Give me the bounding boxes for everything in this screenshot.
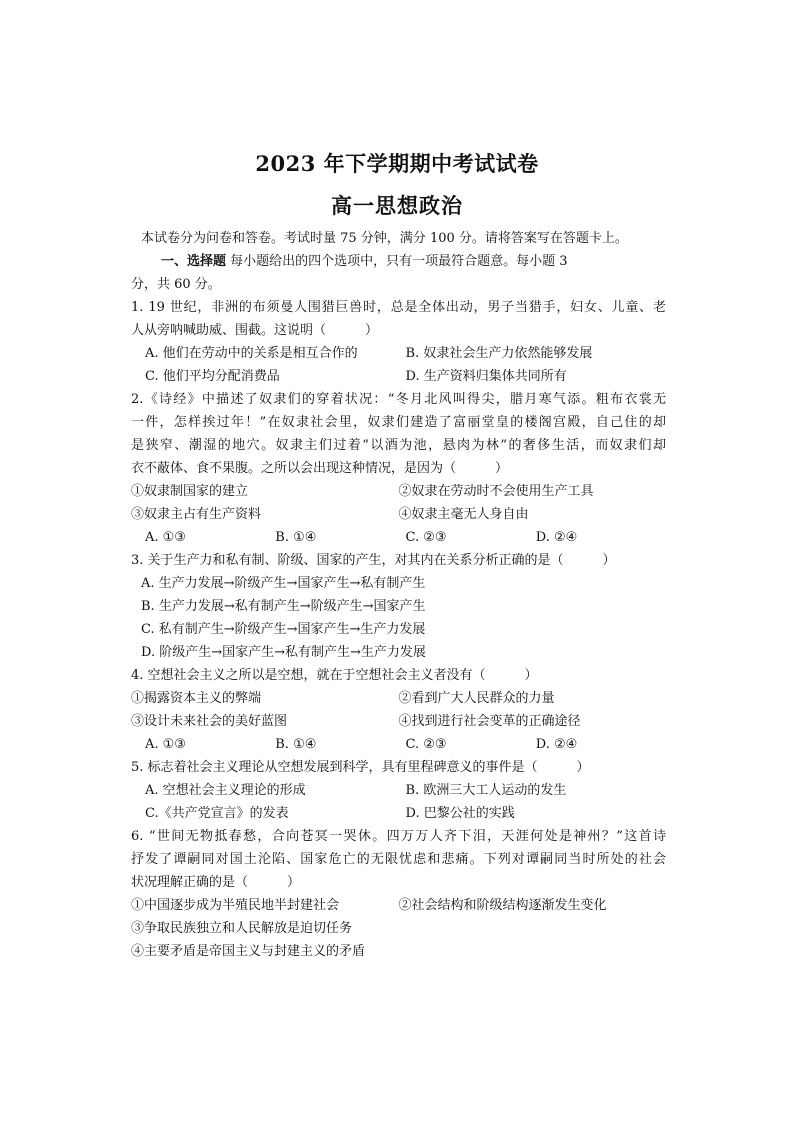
question-6-stem-cont: 状况理解正确的是（ ） — [131, 875, 301, 890]
exam-intro: 本试卷分为问卷和答卷。考试时量 75 分钟，满分 100 分。请将答案写在答题卡上。 — [141, 231, 628, 246]
question-2-stem-cont: 一件，怎样挨过年！”在奴隶社会里，奴隶们建造了富丽堂皇的楼阁宫殿，自己住的却 — [131, 415, 666, 430]
section-desc: 每小题给出的四个选项中，只有一项最符合题意。每小题 3 — [226, 254, 568, 269]
question-2-stem: 2.《诗经》中描述了奴隶们的穿着状况：“冬月北风叫得尖，腊月寒气添。粗布衣裳无 — [131, 392, 666, 407]
statement-1: ①揭露资本主义的弊端 — [131, 691, 262, 706]
question-1-stem-cont: 人从旁呐喊助威、围截。这说明（ ） — [131, 323, 379, 338]
question-5-options-row2 — [131, 802, 666, 825]
option-c: C.《共产党宣言》的发表 — [145, 806, 289, 821]
option-a: A. 生产力发展→阶级产生→国家产生→私有制产生 — [141, 576, 426, 591]
statement-1: ①奴隶制国家的建立 — [131, 484, 249, 499]
question-1-options-row2 — [131, 365, 666, 388]
option-b: B. 欧洲三大工人运动的发生 — [405, 783, 567, 798]
statement-3: ③争取民族独立和人民解放是迫切任务 — [131, 921, 353, 936]
section-heading — [131, 250, 666, 273]
question-4-options — [131, 733, 666, 756]
option-d: D. ②④ — [535, 530, 578, 545]
option-c: C. ②③ — [405, 737, 447, 752]
statement-4: ④找到进行社会变革的正确途径 — [398, 714, 581, 729]
option-a: A. ①③ — [145, 737, 186, 752]
option-d: D. 阶级产生→国家产生→私有制产生→生产力发展 — [141, 645, 426, 660]
question-3-stem: 3. 关于生产力和私有制、阶级、国家的产生，对其内在关系分析正确的是（ ） — [131, 553, 616, 568]
option-c: C. 私有制产生→阶级产生→国家产生→生产力发展 — [141, 622, 426, 637]
exam-title: 2023 年下学期期中考试试卷 — [255, 151, 539, 176]
statement-2: ②奴隶在劳动时不会使用生产工具 — [398, 484, 594, 499]
subject-title: 高一思想政治 — [331, 193, 463, 218]
question-5-stem: 5. 标志着社会主义理论从空想发展到科学，具有里程碑意义的事件是（ ） — [131, 760, 590, 775]
statement-4: ④主要矛盾是帝国主义与封建主义的矛盾 — [131, 944, 366, 959]
statement-3: ③奴隶主占有生产资料 — [131, 507, 262, 522]
option-d: D. 生产资料归集体共同所有 — [405, 369, 567, 384]
question-2-statements-row1 — [131, 480, 666, 503]
option-d: D. ②④ — [535, 737, 578, 752]
question-1-options-row1 — [131, 342, 666, 365]
option-c: C. 他们平均分配消费品 — [145, 369, 280, 384]
question-2-stem-cont: 是狭窄、潮湿的地穴。奴隶主们过着“以酒为池，悬肉为林”的奢侈生活，而奴隶们却 — [131, 438, 666, 453]
question-4-statements-row2 — [131, 710, 666, 733]
option-b: B. ①④ — [275, 737, 317, 752]
section-desc-cont: 分，共 60 分。 — [131, 277, 221, 292]
question-1-stem: 1. 19 世纪，非洲的布须曼人围猎巨兽时，总是全体出动，男子当猎手，妇女、儿童、老 — [131, 300, 666, 315]
question-4-stem: 4. 空想社会主义之所以是空想，就在于空想社会主义者没有（ ） — [131, 668, 538, 683]
option-a: A. 空想社会主义理论的形成 — [145, 783, 306, 798]
question-4-statements-row1 — [131, 687, 666, 710]
section-label: 一、选择题 — [161, 254, 227, 269]
question-5-options-row1 — [131, 779, 666, 802]
exam-body — [131, 227, 666, 963]
question-2-statements-row2 — [131, 503, 666, 526]
option-c: C. ②③ — [405, 530, 447, 545]
option-a: A. 他们在劳动中的关系是相互合作的 — [145, 346, 358, 361]
statement-3: ③设计未来社会的美好蓝图 — [131, 714, 288, 729]
option-d: D. 巴黎公社的实践 — [405, 806, 515, 821]
option-a: A. ①③ — [145, 530, 186, 545]
statement-2: ②看到广大人民群众的力量 — [398, 691, 555, 706]
statement-2: ②社会结构和阶级结构逐渐发生变化 — [398, 898, 607, 913]
option-b: B. ①④ — [275, 530, 317, 545]
question-6-stem-cont: 抒发了谭嗣同对国土沦陷、国家危亡的无限忧虑和悲痛。下列对谭嗣同当时所处的社会 — [131, 852, 666, 867]
question-2-options — [131, 526, 666, 549]
question-6-statements-row1 — [131, 894, 666, 917]
option-b: B. 生产力发展→私有制产生→阶级产生→国家产生 — [141, 599, 426, 614]
question-2-stem-cont: 衣不蔽体、食不果腹。之所以会出现这种情况，是因为（ ） — [131, 461, 509, 476]
question-6-stem: 6. “世间无物抵春愁，合向苍冥一哭休。四万万人齐下泪，天涯何处是神州？”这首诗 — [131, 829, 666, 844]
option-b: B. 奴隶社会生产力依然能够发展 — [405, 346, 593, 361]
statement-1: ①中国逐步成为半殖民地半封建社会 — [131, 898, 340, 913]
statement-4: ④奴隶主毫无人身自由 — [398, 507, 529, 522]
